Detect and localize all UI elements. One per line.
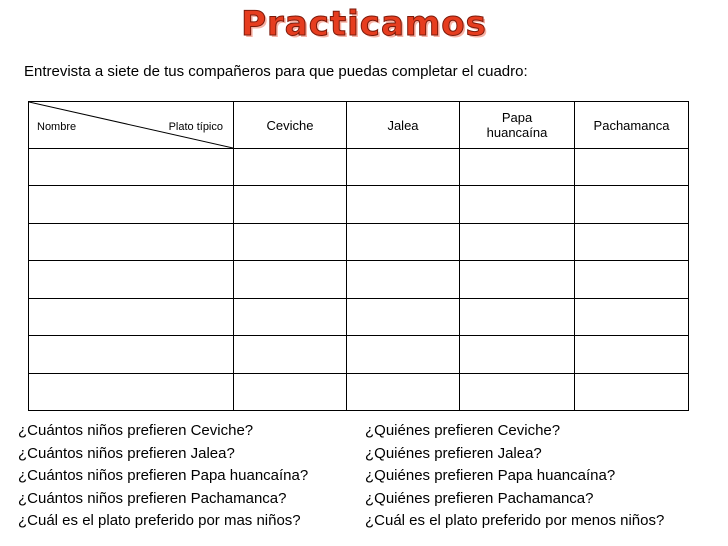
instruction-text: Entrevista a siete de tus compañeros para que puedas completar el cuadro: xyxy=(24,63,528,80)
table-header-row xyxy=(29,102,689,149)
choice-cell[interactable] xyxy=(460,149,575,186)
name-cell[interactable] xyxy=(29,186,234,223)
choice-cell[interactable] xyxy=(347,336,460,373)
name-cell[interactable] xyxy=(29,373,234,410)
choice-cell[interactable] xyxy=(234,336,347,373)
choice-cell[interactable] xyxy=(234,261,347,298)
choice-cell[interactable] xyxy=(575,186,689,223)
question-item: ¿Cuántos niños prefieren Ceviche? xyxy=(18,422,254,439)
table-row xyxy=(29,223,689,260)
table-row xyxy=(29,186,689,223)
choice-cell[interactable] xyxy=(234,149,347,186)
choice-cell[interactable] xyxy=(234,373,347,410)
column-header-pachamanca: Pachamanca xyxy=(575,102,689,149)
question-item: ¿Quiénes prefieren Papa huancaína? xyxy=(365,467,616,484)
question-item: ¿Quiénes prefieren Pachamanca? xyxy=(365,489,594,507)
name-cell[interactable] xyxy=(29,223,234,260)
choice-cell[interactable] xyxy=(347,373,460,410)
choice-cell[interactable] xyxy=(234,223,347,260)
table-row xyxy=(29,149,689,186)
choice-cell[interactable] xyxy=(575,149,689,186)
question-item: ¿Cuántos niños prefieren Pachamanca? xyxy=(18,489,287,507)
name-cell[interactable] xyxy=(29,298,234,335)
survey-table xyxy=(28,101,689,411)
column-header-papa-huancaina: Papa huancaína xyxy=(460,102,575,149)
choice-cell[interactable] xyxy=(575,223,689,260)
table-row xyxy=(29,373,689,410)
question-item: ¿Cuántos niños prefieren Papa huancaína? xyxy=(18,467,309,484)
choice-cell[interactable] xyxy=(460,336,575,373)
name-cell[interactable] xyxy=(29,336,234,373)
question-item: ¿Cuántos niños prefieren Jalea? xyxy=(18,444,235,462)
choice-cell[interactable] xyxy=(347,223,460,260)
name-cell[interactable] xyxy=(29,261,234,298)
table-row xyxy=(29,261,689,298)
question-item: ¿Cuál es el plato preferido por mas niños? xyxy=(18,512,301,529)
question-item: ¿Quiénes prefieren Ceviche? xyxy=(365,422,561,439)
choice-cell[interactable] xyxy=(460,373,575,410)
choice-cell[interactable] xyxy=(347,261,460,298)
choice-cell[interactable] xyxy=(460,298,575,335)
choice-cell[interactable] xyxy=(234,298,347,335)
name-cell[interactable] xyxy=(29,149,234,186)
questions-right xyxy=(365,420,664,533)
choice-cell[interactable] xyxy=(460,261,575,298)
choice-cell[interactable] xyxy=(347,186,460,223)
page-title: Practicamos xyxy=(241,4,487,44)
choice-cell[interactable] xyxy=(234,186,347,223)
choice-cell[interactable] xyxy=(575,373,689,410)
corner-header-cell xyxy=(29,102,234,149)
choice-cell[interactable] xyxy=(460,223,575,260)
question-item: ¿Cuál es el plato preferido por menos niños? xyxy=(365,512,665,529)
questions-left xyxy=(18,420,308,533)
column-header-ceviche: Ceviche xyxy=(234,102,347,149)
question-item: ¿Quiénes prefieren Jalea? xyxy=(365,444,542,462)
plato-tipico-label: Plato típico xyxy=(168,121,223,133)
table-body xyxy=(29,149,689,411)
table-row xyxy=(29,336,689,373)
column-header-jalea: Jalea xyxy=(347,102,460,149)
choice-cell[interactable] xyxy=(347,149,460,186)
choice-cell[interactable] xyxy=(575,261,689,298)
nombre-label: Nombre xyxy=(37,121,77,133)
choice-cell[interactable] xyxy=(575,298,689,335)
choice-cell[interactable] xyxy=(575,336,689,373)
table-row xyxy=(29,298,689,335)
choice-cell[interactable] xyxy=(347,298,460,335)
choice-cell[interactable] xyxy=(460,186,575,223)
